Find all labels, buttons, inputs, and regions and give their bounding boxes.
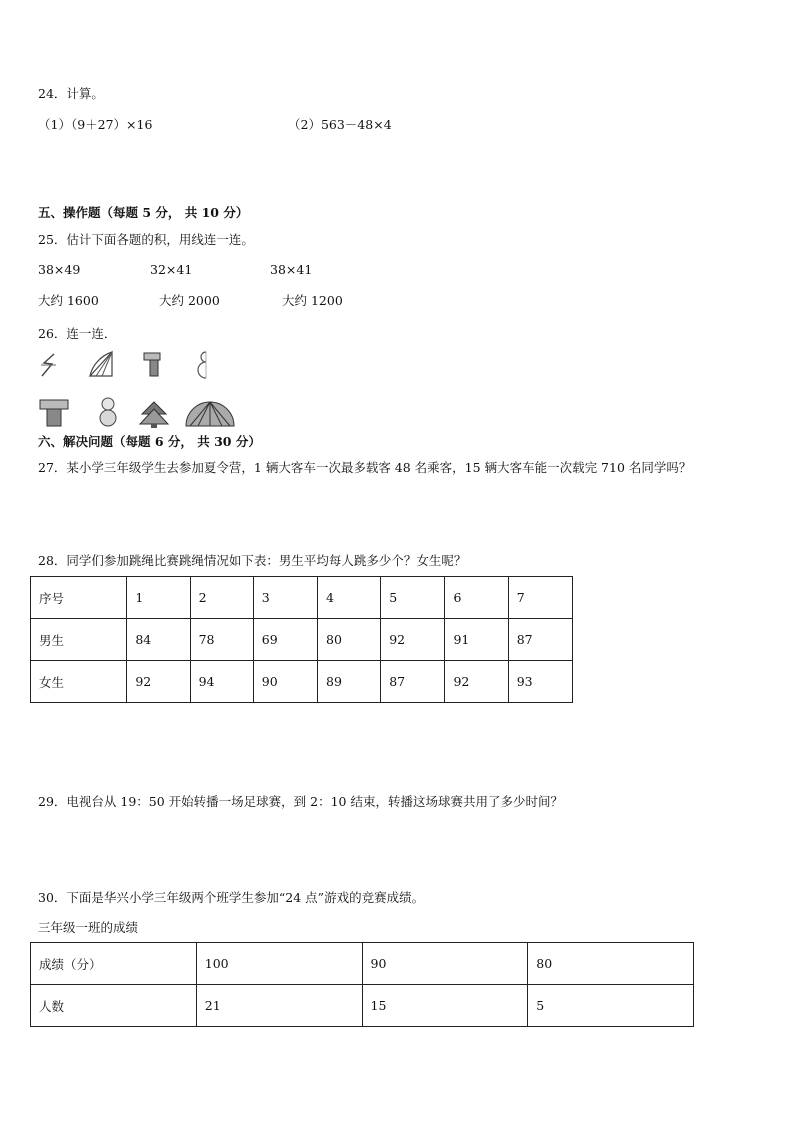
table-cell: 1	[127, 577, 190, 619]
q25-expr-2: 32×41	[150, 262, 193, 277]
table-row	[31, 661, 573, 703]
table-cell: 92	[381, 619, 445, 661]
table-row	[31, 577, 573, 619]
table-cell: 89	[318, 661, 381, 703]
table-cell: 91	[445, 619, 508, 661]
table-row	[31, 619, 573, 661]
table-cell: 序号	[31, 577, 127, 619]
table-cell: 87	[508, 619, 572, 661]
q30-caption: 三年级一班的成绩	[38, 920, 139, 935]
half-mushroom-icon[interactable]	[142, 350, 162, 378]
q28-text: 28．同学们参加跳绳比赛跳绳情况如下表：男生平均每人跳多少个？女生呢？	[38, 553, 467, 568]
table-cell: 2	[190, 577, 253, 619]
half-snowman-icon[interactable]	[196, 350, 212, 380]
table-cell: 84	[127, 619, 190, 661]
table-cell: 5	[528, 985, 694, 1027]
half-figure-lightning-icon[interactable]	[38, 352, 60, 378]
table-cell: 6	[445, 577, 508, 619]
q25-expr-1: 38×49	[38, 262, 81, 277]
section5-title: 五、操作题（每题 5 分， 共 10 分）	[38, 205, 249, 220]
table-cell: 90	[362, 943, 528, 985]
q25-answer-2: 大约 2000	[159, 293, 220, 308]
q24-part2: （2）563－48×4	[288, 117, 392, 132]
table-cell: 90	[253, 661, 317, 703]
table-cell: 21	[196, 985, 362, 1027]
snowman-icon[interactable]	[96, 396, 120, 428]
table-row	[31, 985, 694, 1027]
table-cell: 人数	[31, 985, 197, 1027]
q26-title: 26．连一连．	[38, 326, 117, 341]
table-cell: 78	[190, 619, 253, 661]
half-umbrella-icon[interactable]	[86, 350, 114, 378]
table-cell: 100	[196, 943, 362, 985]
section6-title: 六、解决问题（每题 6 分， 共 30 分）	[38, 434, 261, 449]
q24-part1: （1）（9＋27）×16	[38, 117, 153, 132]
table-cell: 15	[362, 985, 528, 1027]
umbrella-icon[interactable]	[184, 400, 236, 428]
q25-answer-3: 大约 1200	[282, 293, 343, 308]
mushroom-icon[interactable]	[38, 398, 70, 428]
table-cell: 92	[445, 661, 508, 703]
table-cell: 5	[381, 577, 445, 619]
table-cell: 4	[318, 577, 381, 619]
table-cell: 87	[381, 661, 445, 703]
table-cell: 80	[528, 943, 694, 985]
q25-answer-1: 大约 1600	[38, 293, 99, 308]
table-cell: 7	[508, 577, 572, 619]
q25-title: 25．估计下面各题的积，用线连一连。	[38, 232, 254, 247]
table-cell: 成绩（分）	[31, 943, 197, 985]
q24-title: 24．计算。	[38, 86, 104, 101]
q30-text: 30．下面是华兴小学三年级两个班学生参加“24 点”游戏的竞赛成绩。	[38, 890, 425, 905]
table-cell: 93	[508, 661, 572, 703]
table-cell: 3	[253, 577, 317, 619]
table-cell: 69	[253, 619, 317, 661]
q29-text: 29．电视台从 19：50 开始转播一场足球赛，到 2：10 结束，转播这场球赛共用了多少时间？	[38, 794, 563, 809]
table-cell: 94	[190, 661, 253, 703]
table-cell: 80	[318, 619, 381, 661]
q30-table	[30, 942, 694, 1027]
pine-tree-icon[interactable]	[138, 400, 170, 428]
table-cell: 92	[127, 661, 190, 703]
q27-text: 27．某小学三年级学生去参加夏令营，1 辆大客车一次最多载客 48 名乘客，15 辆大客车能一次载完 710 名同学吗？	[38, 460, 692, 475]
table-cell: 女生	[31, 661, 127, 703]
q25-expr-3: 38×41	[270, 262, 313, 277]
q28-table	[30, 576, 573, 703]
table-row	[31, 943, 694, 985]
table-cell: 男生	[31, 619, 127, 661]
